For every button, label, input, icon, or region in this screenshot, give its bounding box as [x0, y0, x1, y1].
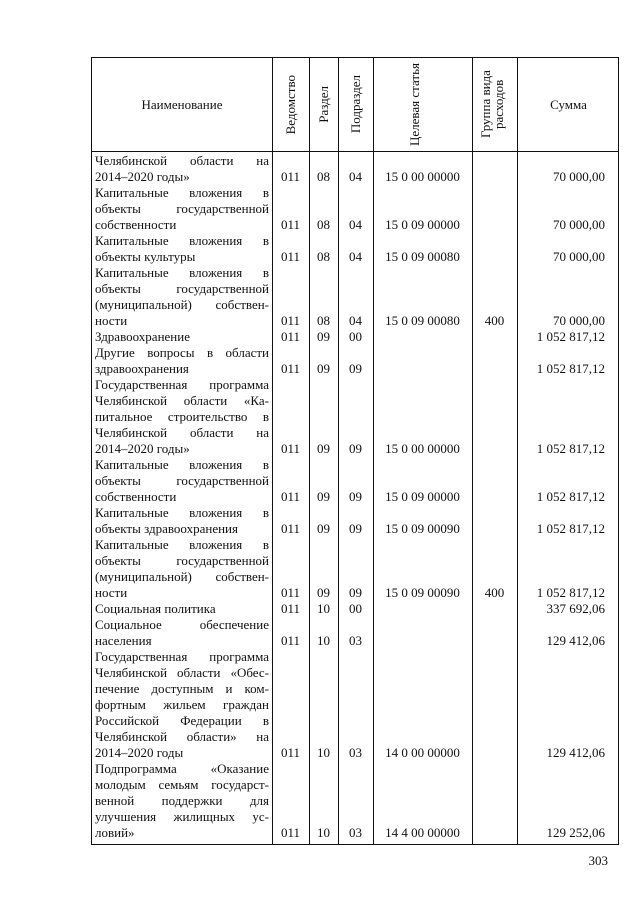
row-section: 10: [317, 601, 330, 616]
row-name-line: собственности: [95, 489, 177, 504]
column-divider: [472, 58, 473, 844]
row-name-line: питальное строительство в: [95, 409, 269, 424]
row-name-line: 2014–2020 годы»: [95, 169, 190, 184]
row-name-line: улучшения жилищных ус-: [95, 809, 269, 824]
row-subsection: 04: [349, 217, 362, 232]
row-section: 08: [317, 313, 330, 328]
row-name: [95, 185, 269, 233]
row-subsection: 03: [349, 633, 362, 648]
row-name-line: Челябинской области на: [95, 425, 269, 440]
row-dept: 011: [280, 441, 301, 456]
row-name-line: молодым семьям государст-: [95, 777, 269, 792]
row-name-line: Капитальные вложения в: [95, 505, 269, 520]
row-dept: 011: [280, 601, 301, 616]
row-name: [95, 233, 269, 265]
page-number: 303: [588, 853, 608, 868]
row-dept: 011: [280, 633, 301, 648]
row-name-line: Социальная политика: [95, 601, 216, 616]
row-section: 10: [317, 825, 330, 840]
row-name-line: Челябинской области» на: [95, 729, 269, 744]
row-sum: 70 000,00: [553, 313, 605, 328]
row-name: [95, 345, 269, 377]
row-section: 08: [317, 169, 330, 184]
row-target: 15 0 09 00080: [385, 313, 460, 328]
row-name-line: 2014–2020 годы: [95, 745, 184, 760]
row-sum: 1 052 817,12: [536, 585, 605, 600]
row-section: 09: [317, 521, 330, 536]
row-name-line: Капитальные вложения в: [95, 537, 269, 552]
row-sum: 70 000,00: [553, 169, 605, 184]
row-dept: 011: [280, 169, 301, 184]
row-target: 15 0 09 00000: [385, 489, 460, 504]
row-sum: 1 052 817,12: [536, 489, 605, 504]
row-subsection: 04: [349, 169, 362, 184]
row-section: 09: [317, 585, 330, 600]
row-subsection: 03: [349, 825, 362, 840]
row-name-line: объекты государственной: [95, 553, 269, 568]
row-subsection: 00: [349, 329, 362, 344]
row-name-line: ности: [95, 313, 128, 328]
row-section: 08: [317, 249, 330, 264]
row-name-line: ности: [95, 585, 128, 600]
row-target: 14 4 00 00000: [385, 825, 460, 840]
row-name-line: Здравоохранение: [95, 329, 190, 344]
header-target: Целевая статья: [406, 62, 422, 146]
row-name: [95, 761, 269, 841]
row-subsection: 09: [349, 441, 362, 456]
row-section: 10: [317, 745, 330, 760]
row-name-line: здравоохранения: [95, 361, 189, 376]
row-name-line: Капитальные вложения в: [95, 185, 269, 200]
header-subsection: Подраздел: [348, 75, 363, 134]
row-name-line: ловий»: [95, 825, 135, 840]
row-name-line: Челябинской области на: [95, 153, 269, 168]
row-name: [95, 649, 269, 761]
row-name-line: печение доступным и ком-: [95, 681, 269, 696]
row-name-line: объекты государственной: [95, 281, 269, 296]
row-name-line: Подпрограмма «Оказание: [95, 761, 269, 776]
row-target: 15 0 09 00080: [385, 249, 460, 264]
row-section: 09: [317, 361, 330, 376]
row-sum: 70 000,00: [553, 249, 605, 264]
header-sum: Сумма: [550, 96, 587, 112]
row-name-line: Российской Федерации в: [95, 713, 269, 728]
row-name-line: объекты здравоохранения: [95, 521, 238, 536]
row-sum: 1 052 817,12: [536, 329, 605, 344]
row-target: 15 0 09 00000: [385, 217, 460, 232]
row-target: 15 0 00 00000: [385, 441, 460, 456]
row-section: 09: [317, 441, 330, 456]
row-name-line: Капитальные вложения в: [95, 265, 269, 280]
row-name-line: фортным жильем граждан: [95, 697, 269, 712]
row-name: [95, 537, 269, 601]
row-subsection: 09: [349, 521, 362, 536]
row-subsection: 04: [349, 249, 362, 264]
row-name-line: Капитальные вложения в: [95, 457, 269, 472]
row-subsection: 03: [349, 745, 362, 760]
row-target: 15 0 09 00090: [385, 585, 460, 600]
row-subsection: 09: [349, 489, 362, 504]
row-dept: 011: [280, 249, 301, 264]
row-name: [95, 601, 269, 617]
header-name: Наименование: [141, 96, 223, 112]
row-dept: 011: [280, 313, 301, 328]
row-name-line: (муниципальной) собствен-: [95, 297, 269, 312]
row-sum: 129 252,06: [546, 825, 605, 840]
row-dept: 011: [280, 361, 301, 376]
row-name-line: Челябинской области «Обес-: [95, 665, 269, 680]
row-dept: 011: [280, 825, 301, 840]
row-name-line: Государственная программа: [95, 377, 269, 392]
row-sum: 129 412,06: [546, 745, 605, 760]
row-section: 09: [317, 329, 330, 344]
row-section: 08: [317, 217, 330, 232]
header-divider: [92, 151, 618, 152]
row-name-line: Социальное обеспечение: [95, 617, 269, 632]
row-target: 15 0 00 00000: [385, 169, 460, 184]
row-name: [95, 505, 269, 537]
row-dept: 011: [280, 217, 301, 232]
row-group: 400: [484, 313, 505, 328]
row-subsection: 00: [349, 601, 362, 616]
row-dept: 011: [280, 745, 301, 760]
row-name-line: Государственная программа: [95, 649, 269, 664]
row-dept: 011: [280, 585, 301, 600]
row-subsection: 09: [349, 585, 362, 600]
row-name-line: 2014–2020 годы»: [95, 441, 190, 456]
row-name-line: объекты государственной: [95, 201, 269, 216]
row-name-line: Капитальные вложения в: [95, 233, 269, 248]
row-sum: 1 052 817,12: [536, 361, 605, 376]
row-sum: 1 052 817,12: [536, 521, 605, 536]
row-name: [95, 329, 269, 345]
row-name: [95, 153, 269, 185]
row-name: [95, 457, 269, 505]
row-target: 15 0 09 00090: [385, 521, 460, 536]
row-sum: 70 000,00: [553, 217, 605, 232]
row-name-line: (муниципальной) собствен-: [95, 569, 269, 584]
budget-table: [91, 57, 619, 845]
row-dept: 011: [280, 489, 301, 504]
row-name-line: объекты государственной: [95, 473, 269, 488]
row-dept: 011: [280, 329, 301, 344]
row-subsection: 04: [349, 313, 362, 328]
row-subsection: 09: [349, 361, 362, 376]
row-section: 10: [317, 633, 330, 648]
row-name-line: собственности: [95, 217, 177, 232]
header-section: Раздел: [316, 86, 331, 123]
header-group: Группа вида расходов: [477, 70, 506, 139]
row-name: [95, 617, 269, 649]
row-name-line: Челябинской области «Ка-: [95, 393, 269, 408]
row-name-line: населения: [95, 633, 152, 648]
row-group: 400: [484, 585, 505, 600]
row-name-line: Другие вопросы в области: [95, 345, 269, 360]
row-sum: 129 412,06: [546, 633, 605, 648]
row-target: 14 0 00 00000: [385, 745, 460, 760]
row-name-line: венной поддержки для: [95, 793, 269, 808]
row-dept: 011: [280, 521, 301, 536]
row-sum: 1 052 817,12: [536, 441, 605, 456]
header-dept: Ведомство: [283, 74, 298, 135]
row-section: 09: [317, 489, 330, 504]
row-sum: 337 692,06: [546, 601, 605, 616]
row-name: [95, 377, 269, 457]
row-name: [95, 265, 269, 329]
row-name-line: объекты культуры: [95, 249, 196, 264]
